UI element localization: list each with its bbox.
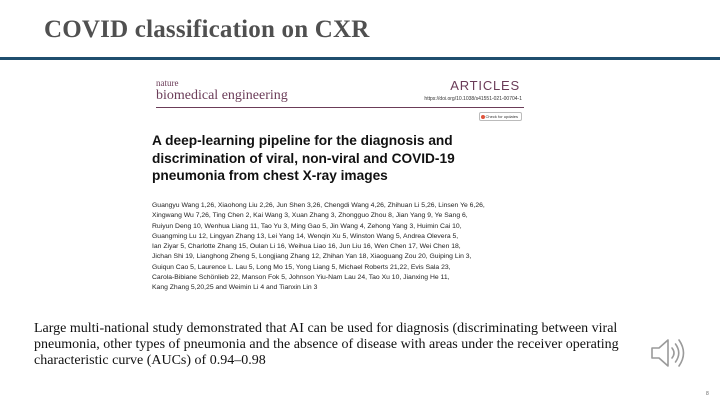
author-line: Guiqun Cao 5, Laurence L. Lau 5, Long Mo 15, Yong Liang 5, Michael Roberts 21,22, Evis Sala 23, — [152, 263, 451, 271]
journal-name-line1: nature — [156, 78, 179, 88]
author-line: Ian Ziyar 5, Charlotte Zhang 15, Oulan Li 16, Weihua Liao 16, Jun Liu 16, Wen Chen 17, Wei Chen 18, — [152, 243, 461, 251]
header-divider — [156, 107, 524, 108]
journal-name-line2: biomedical engineering — [156, 88, 288, 103]
section-label: ARTICLES — [450, 78, 520, 93]
slide-title: COVID classification on CXR — [44, 16, 370, 43]
author-line: Guangyu Wang 1,26, Xiaohong Liu 2,26, Jun Shen 3,26, Chengdi Wang 4,26, Zhihuan Li 5,26, Linsen Ye 6,26, — [152, 202, 485, 209]
slide-body-text: Large multi-national study demonstrated that AI can be used for diagnosis (discriminating between viral pneumonia, other types of pneumonia and the absence of disease with areas under the receiver operating characteristic curve (AUCs) of 0.94–0.98 — [34, 321, 619, 368]
page-number: 8 — [706, 391, 709, 397]
speaker-audio-icon[interactable] — [648, 333, 688, 373]
paper-title-line: pneumonia from chest X-ray images — [152, 168, 388, 183]
author-line: Jichan Shi 19, Lianghong Zheng 5, Longjiang Zhang 12, Zhihan Yan 18, Xiaoguang Zou 20, Guiping Lin 3, — [152, 253, 472, 261]
paper-screenshot — [146, 71, 530, 314]
author-line: Kang Zhang 5,20,25 and Weimin Li 4 and Tianxin Lin 3 — [152, 284, 318, 292]
author-line: Ruiyun Deng 10, Wenhua Liang 11, Tao Yu 3, Ming Gao 5, Jin Wang 4, Zehong Yang 3, Huimin Cai 10, — [152, 222, 462, 230]
check-for-updates-badge — [479, 112, 522, 121]
author-line: Guangming Lu 12, Lingyan Zhang 13, Lei Yang 14, Wenqin Xu 5, Winston Wang 5, Andrea Olevera 5, — [152, 232, 459, 240]
check-updates-label: Check for updates — [485, 114, 518, 119]
author-list — [152, 201, 526, 294]
journal-logo — [156, 79, 288, 103]
author-line: Xingwang Wu 7,26, Ting Chen 2, Kai Wang 3, Xuan Zhang 3, Zhongguo Zhou 8, Jian Yang 9, Ye Sang 6, — [152, 212, 468, 220]
paper-title — [152, 132, 524, 185]
paper-title-line: discrimination of viral, non-viral and COVID-19 — [152, 150, 455, 166]
title-divider — [0, 57, 720, 60]
author-line: Carola-Bibiane Schönlieb 22, Manson Fok 5, Johnson Yiu-Nam Lau 24, Tao Xu 10, Jianxing He 11, — [152, 274, 450, 282]
update-check-icon — [481, 115, 485, 119]
paper-title-line: A deep-learning pipeline for the diagnosis and — [152, 133, 453, 148]
doi-link: https://doi.org/10.1038/s41551-021-00704-1 — [424, 96, 522, 102]
